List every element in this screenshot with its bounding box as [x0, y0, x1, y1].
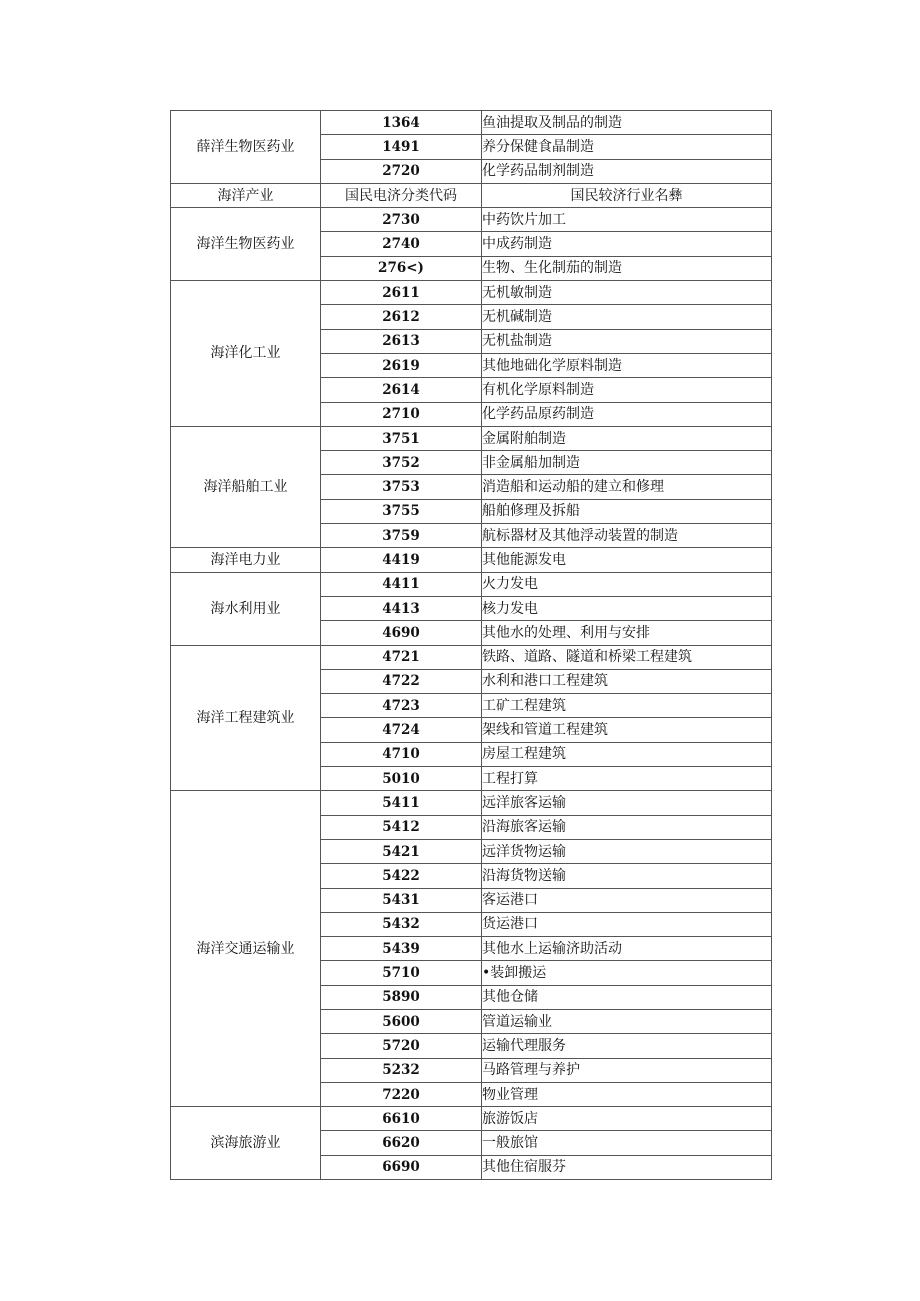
code-cell: 2611: [321, 281, 482, 305]
table-row: [171, 572, 772, 596]
name-cell: 沿海旅客运输: [482, 815, 772, 839]
name-cell: 其他地础化学原料制造: [482, 353, 772, 377]
name-cell: 养分保健食晶制造: [482, 135, 772, 159]
name-cell: 其他能源发电: [482, 548, 772, 572]
header-row: [171, 183, 772, 207]
table-row: [171, 426, 772, 450]
code-cell: 5421: [321, 839, 482, 863]
header-code: 国民电济分类代码: [321, 183, 482, 207]
name-cell: 其他住宿服芬: [482, 1155, 772, 1179]
code-cell: 5422: [321, 864, 482, 888]
name-cell: 客运港口: [482, 888, 772, 912]
name-cell: 金属附舶制造: [482, 426, 772, 450]
code-cell: 4690: [321, 621, 482, 645]
name-cell: 马路管理与养护: [482, 1058, 772, 1082]
code-cell: 2612: [321, 305, 482, 329]
name-cell: 鱼油提取及制品的制造: [482, 111, 772, 135]
code-cell: 7220: [321, 1082, 482, 1106]
name-cell: 消造船和运动船的建立和修理: [482, 475, 772, 499]
code-cell: 5431: [321, 888, 482, 912]
name-cell: 运输代理服务: [482, 1034, 772, 1058]
industry-code-table: [170, 110, 772, 1180]
code-cell: 2614: [321, 378, 482, 402]
table-body: [171, 111, 772, 1180]
header-industry: 海洋产业: [171, 183, 321, 207]
name-cell: 其他仓储: [482, 985, 772, 1009]
code-cell: 3753: [321, 475, 482, 499]
name-cell: 物业管理: [482, 1082, 772, 1106]
code-cell: 5432: [321, 912, 482, 936]
name-cell: 核力发电: [482, 596, 772, 620]
code-cell: 5710: [321, 961, 482, 985]
industry-cell: 海洋电力业: [171, 548, 321, 572]
code-cell: 4724: [321, 718, 482, 742]
code-cell: 5010: [321, 767, 482, 791]
table-row: [171, 111, 772, 135]
code-cell: 276<): [321, 256, 482, 280]
code-cell: 4710: [321, 742, 482, 766]
code-cell: 4721: [321, 645, 482, 669]
name-cell: 中成药制造: [482, 232, 772, 256]
industry-cell: 薛洋生物医药业: [171, 111, 321, 184]
code-cell: 5890: [321, 985, 482, 1009]
code-cell: 1491: [321, 135, 482, 159]
name-cell: 化学药品制剂制造: [482, 159, 772, 183]
code-cell: 3759: [321, 524, 482, 548]
name-cell: 火力发电: [482, 572, 772, 596]
name-cell: 旅游饭店: [482, 1107, 772, 1131]
code-cell: 2730: [321, 208, 482, 232]
code-cell: 4411: [321, 572, 482, 596]
table-row: [171, 791, 772, 815]
header-name: 国民较济行业名彝: [482, 183, 772, 207]
code-cell: 4413: [321, 596, 482, 620]
code-cell: 6620: [321, 1131, 482, 1155]
table-row: [171, 1107, 772, 1131]
code-cell: 6690: [321, 1155, 482, 1179]
industry-cell: 滨海旅游业: [171, 1107, 321, 1180]
name-cell: 无机敏制造: [482, 281, 772, 305]
name-cell: 货运港口: [482, 912, 772, 936]
code-cell: 4723: [321, 694, 482, 718]
code-cell: 5439: [321, 937, 482, 961]
code-cell: 2720: [321, 159, 482, 183]
name-cell: 水利和港口工程建筑: [482, 669, 772, 693]
code-cell: 1364: [321, 111, 482, 135]
code-cell: 2613: [321, 329, 482, 353]
code-cell: 5600: [321, 1009, 482, 1033]
name-cell: •装卸搬运: [482, 961, 772, 985]
code-cell: 4419: [321, 548, 482, 572]
code-cell: 6610: [321, 1107, 482, 1131]
table-row: [171, 208, 772, 232]
name-cell: 有机化学原料制造: [482, 378, 772, 402]
name-cell: 铁路、道路、隧道和桥梁工程建筑: [482, 645, 772, 669]
industry-cell: 海水利用业: [171, 572, 321, 645]
code-cell: 2619: [321, 353, 482, 377]
name-cell: 无机盐制造: [482, 329, 772, 353]
name-cell: 工矿工程建筑: [482, 694, 772, 718]
name-cell: 管道运输业: [482, 1009, 772, 1033]
industry-cell: 海洋船舶工业: [171, 426, 321, 547]
code-cell: 5720: [321, 1034, 482, 1058]
name-cell: 非金属船加制造: [482, 451, 772, 475]
name-cell: 生物、生化制茄的制造: [482, 256, 772, 280]
name-cell: 其他水的处理、利用与安排: [482, 621, 772, 645]
industry-cell: 海洋交通运输业: [171, 791, 321, 1107]
name-cell: 航标器材及其他浮动装置的制造: [482, 524, 772, 548]
table-row: [171, 645, 772, 669]
name-cell: 房屋工程建筑: [482, 742, 772, 766]
industry-cell: 海洋化工业: [171, 281, 321, 427]
code-cell: 4722: [321, 669, 482, 693]
industry-cell: 海洋工程建筑业: [171, 645, 321, 791]
code-cell: 5412: [321, 815, 482, 839]
code-cell: 3755: [321, 499, 482, 523]
code-cell: 5232: [321, 1058, 482, 1082]
industry-cell: 海洋生物医药业: [171, 208, 321, 281]
name-cell: 其他水上运输济助活动: [482, 937, 772, 961]
table-row: [171, 548, 772, 572]
name-cell: 架线和管道工程建筑: [482, 718, 772, 742]
code-cell: 2740: [321, 232, 482, 256]
code-cell: 3752: [321, 451, 482, 475]
name-cell: 沿海货物送输: [482, 864, 772, 888]
code-cell: 2710: [321, 402, 482, 426]
name-cell: 中药饮片加工: [482, 208, 772, 232]
name-cell: 一般旅馆: [482, 1131, 772, 1155]
name-cell: 船舶修理及拆船: [482, 499, 772, 523]
code-cell: 5411: [321, 791, 482, 815]
name-cell: 远洋旅客运输: [482, 791, 772, 815]
name-cell: 无机碱制造: [482, 305, 772, 329]
name-cell: 工程打算: [482, 767, 772, 791]
table-row: [171, 281, 772, 305]
code-cell: 3751: [321, 426, 482, 450]
name-cell: 化学药品原药制造: [482, 402, 772, 426]
name-cell: 远洋货物运输: [482, 839, 772, 863]
